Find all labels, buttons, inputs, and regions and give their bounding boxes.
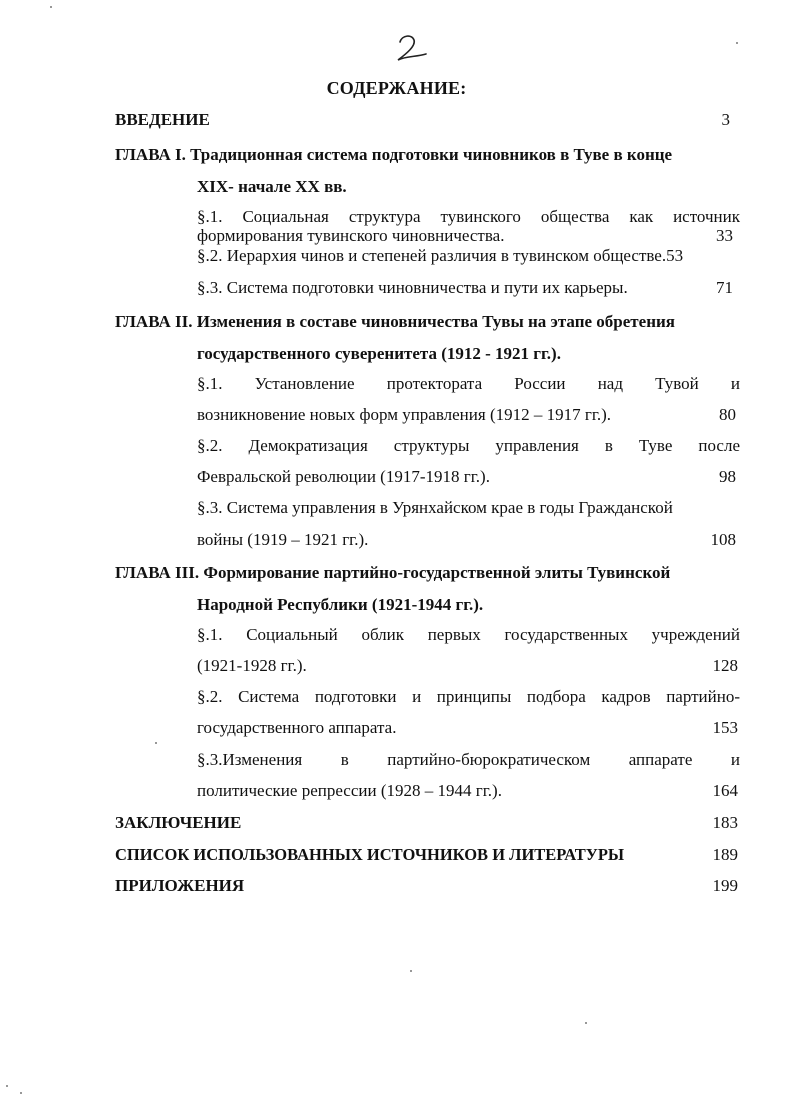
toc-intro-page: 3 — [721, 110, 730, 129]
toc-ch2-s2-line1: §.2. Демократизация структуры управления в Туве после — [197, 436, 740, 455]
scan-speck — [50, 6, 52, 8]
toc-ch2-s2-page: 98 — [719, 467, 736, 486]
toc-ch2-s3-line2: войны (1919 – 1921 гг.). — [197, 530, 369, 549]
scan-speck — [410, 970, 412, 972]
toc-ch1-title-line1: ГЛАВА I. Традиционная система подготовки чиновников в Туве в конце — [115, 145, 673, 164]
toc-ch2-s2-line2: Февральской революции (1917-1918 гг.). — [197, 467, 490, 486]
toc-ch1-s3-page: 71 — [716, 278, 733, 297]
toc-ch1-s1-line2: формирования тувинского чиновничества. — [197, 226, 505, 245]
scan-speck — [585, 1022, 587, 1024]
scan-speck — [736, 42, 738, 44]
toc-ch1-s1-page: 33 — [716, 226, 733, 245]
toc-ch2-title-line2: государственного суверенитета (1912 - 1921 гг.). — [197, 344, 561, 363]
toc-ch1-title-line2: XIX- начале XX вв. — [197, 177, 347, 196]
scan-speck — [155, 742, 157, 744]
scan-speck — [6, 1085, 8, 1087]
toc-conclusion-page: 183 — [712, 813, 738, 832]
toc-conclusion-label: ЗАКЛЮЧЕНИЕ — [115, 813, 242, 832]
scan-speck — [20, 1092, 22, 1094]
page-title: СОДЕРЖАНИЕ: — [326, 78, 467, 98]
toc-ch3-title-line1: ГЛАВА III. Формирование партийно-государственной элиты Тувинской — [115, 563, 671, 582]
toc-ch1-s3: §.3. Система подготовки чиновничества и пути их карьеры. — [197, 278, 628, 297]
toc-ch3-s3-line1: §.3.Изменения в партийно-бюрократическом аппарате и — [197, 750, 740, 769]
toc-ch2-s1-page: 80 — [719, 405, 736, 424]
toc-ch3-s1-line2: (1921-1928 гг.). — [197, 656, 307, 675]
toc-ch3-s2-line2: государственного аппарата. — [197, 718, 397, 737]
toc-ch1-s1-line1: §.1. Социальная структура тувинского общества как источник — [197, 207, 740, 226]
toc-ch1-s2: §.2. Иерархия чинов и степеней различия в тувинском обществе.53 — [197, 246, 684, 265]
toc-ch3-s3-line2: политические репрессии (1928 – 1944 гг.). — [197, 781, 502, 800]
toc-ch2-s3-line1: §.3. Система управления в Урянхайском крае в годы Гражданской — [197, 498, 673, 517]
toc-appendix-label: ПРИЛОЖЕНИЯ — [115, 876, 245, 895]
toc-sources-page: 189 — [712, 845, 738, 864]
toc-ch2-s1-line1: §.1. Установление протектората России над Тувой и — [197, 374, 740, 393]
toc-ch2-title-line1: ГЛАВА II. Изменения в составе чиновничества Тувы на этапе обретения — [115, 312, 675, 331]
toc-ch3-s1-page: 128 — [712, 656, 738, 675]
toc-sources-label: СПИСОК ИСПОЛЬЗОВАННЫХ ИСТОЧНИКОВ И ЛИТЕРАТУРЫ — [115, 845, 625, 864]
toc-ch3-s2-line1: §.2. Система подготовки и принципы подбора кадров партийно- — [197, 687, 740, 706]
toc-ch3-title-line2: Народной Республики (1921-1944 гг.). — [197, 595, 484, 614]
toc-ch2-s3-page: 108 — [710, 530, 736, 549]
toc-ch3-s1-line1: §.1. Социальный облик первых государственных учреждений — [197, 625, 740, 644]
toc-appendix-page: 199 — [712, 876, 738, 895]
toc-ch3-s2-page: 153 — [712, 718, 738, 737]
toc-ch3-s3-page: 164 — [712, 781, 738, 800]
toc-intro-label: ВВЕДЕНИЕ — [115, 110, 210, 129]
handwritten-page-number — [392, 32, 432, 66]
toc-ch2-s1-line2: возникновение новых форм управления (1912 – 1917 гг.). — [197, 405, 612, 424]
